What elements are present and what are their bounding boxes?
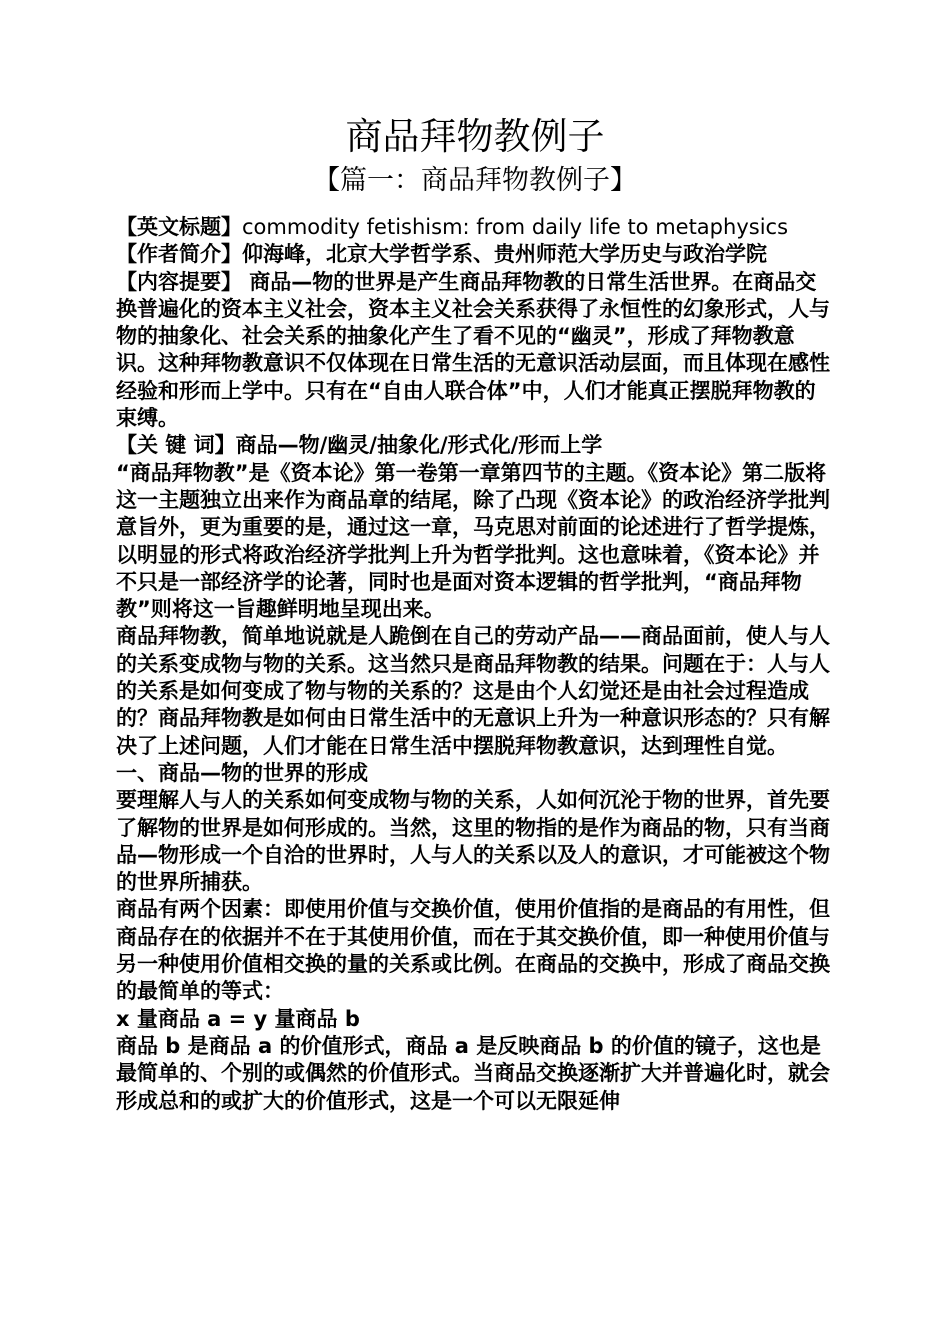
english-title-value: commodity fetishism: from daily life to metaphysics — [242, 215, 789, 239]
equation-line: x 量商品 a = y 量商品 b — [116, 1006, 360, 1031]
abstract-paragraph: 【内容提要】 商品—物的世界是产生商品拜物教的日常生活世界。在商品交换普遍化的资本主义社会，资本主义社会关系获得了永恒性的幻象形式，人与物的抽象化、社会关系的抽象化产生了看不见的“幽灵”，形成了拜物教意识。这种拜物教意识不仅体现在日常生活的无意识活动层面，而且体现在感性经验和形而上学中。只有在“自由人联合体”中，人们才能真正摆脱拜物教的束缚。 — [116, 269, 830, 431]
author-line: 【作者简介】仰海峰，北京大学哲学系、贵州师范大学历史与政治学院 — [116, 242, 767, 267]
paragraph-3: 要理解人与人的关系如何变成物与物的关系，人如何沉沦于物的世界，首先要了解物的世界是如何形成的。当然，这里的物指的是作为商品的物，只有当商品—物形成一个自洽的世界时，人与人的关系以及人的意识，才可能被这个物的世界所捕获。 — [116, 788, 830, 895]
section-heading-1: 一、商品—物的世界的形成 — [116, 760, 368, 785]
document-body — [116, 214, 834, 1115]
document-title: 商品拜物教例子 — [345, 115, 605, 158]
keywords-line: 【关 键 词】商品—物/幽灵/抽象化/形式化/形而上学 — [116, 433, 603, 458]
english-title-line — [116, 214, 834, 241]
paragraph-5: 商品 b 是商品 a 的价值形式，商品 a 是反映商品 b 的价值的镜子，这也是最简单的、个别的或偶然的价值形式。当商品交换逐渐扩大并普遍化时，就会形成总和的或扩大的价值形式，这是一个可以无限延伸 — [116, 1033, 830, 1113]
paragraph-1: “商品拜物教”是《资本论》第一卷第一章第四节的主题。《资本论》第二版将这一主题独立出来作为商品章的结尾，除了凸现《资本论》的政治经济学批判意旨外，更为重要的是，通过这一章，马克思对前面的论述进行了哲学提炼，以明显的形式将政治经济学批判上升为哲学批判。这也意味着，《资本论》并不只是一部经济学的论著，同时也是面对资本逻辑的哲学批判，“商品拜物教”则将这一旨趣鲜明地呈现出来。 — [116, 460, 830, 622]
paragraph-2: 商品拜物教，简单地说就是人跪倒在自己的劳动产品——商品面前，使人与人的关系变成物与物的关系。这当然只是商品拜物教的结果。问题在于：人与人的关系是如何变成了物与物的关系的？这是由个人幻觉还是由社会过程造成的？商品拜物教是如何由日常生活中的无意识上升为一种意识形态的？只有解决了上述问题，人们才能在日常生活中摆脱拜物教意识，达到理性自觉。 — [116, 624, 830, 758]
english-title-label: 【英文标题】 — [116, 215, 242, 239]
document-subtitle: 【篇一：商品拜物教例子】 — [313, 165, 637, 196]
paragraph-4: 商品有两个因素：即使用价值与交换价值，使用价值指的是商品的有用性，但商品存在的依据并不在于其使用价值，而在于其交换价值，即一种使用价值与另一种使用价值相交换的量的关系或比例。在商品的交换中，形成了商品交换的最简单的等式： — [116, 897, 830, 1004]
